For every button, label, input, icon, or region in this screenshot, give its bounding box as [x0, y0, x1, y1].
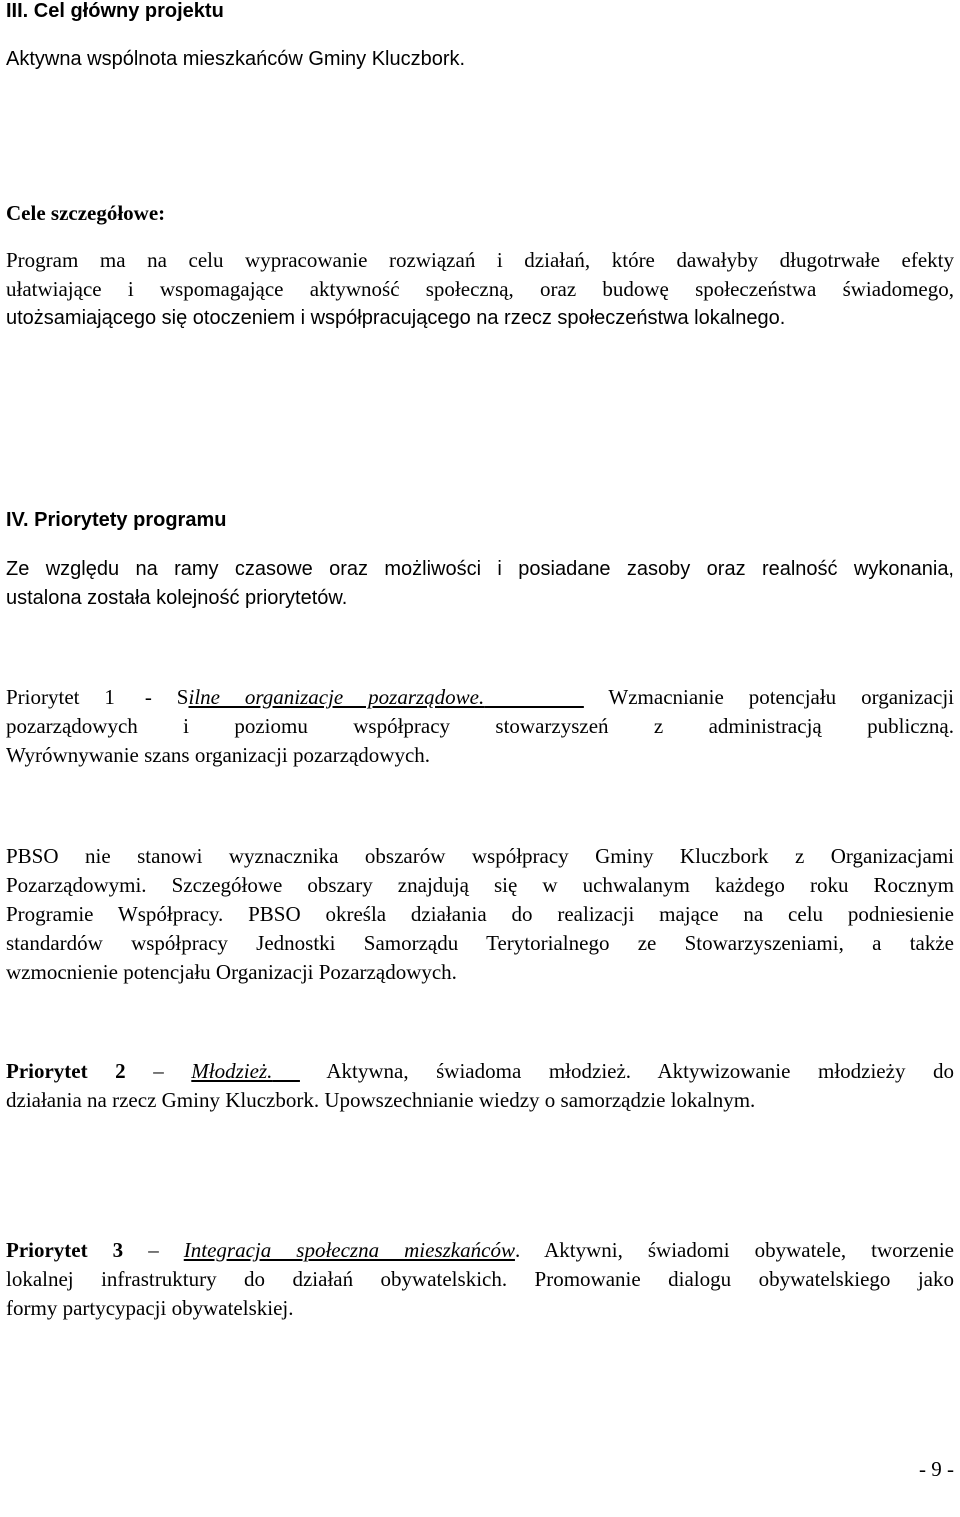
priority-2-title: Młodzież.	[191, 1059, 273, 1083]
priority-2-line-2: działania na rzecz Gminy Kluczbork. Upowszechnianie wiedzy o samorządzie lokalnym.	[6, 1088, 756, 1112]
priorities-intro-line-1: Ze względu na ramy czasowe oraz możliwości i posiadane zasoby oraz realność wykonania,	[6, 558, 954, 580]
pbso-line-3: Programie Współpracy. PBSO określa działania do realizacji mające na celu podniesienie	[6, 902, 954, 926]
priority-1	[6, 683, 954, 770]
detailed-goals-heading: Cele szczegółowe:	[6, 201, 166, 225]
priority-1-line-3: Wyrównywanie szans organizacji pozarządowych.	[6, 743, 431, 767]
priority-2-label: Priorytet 2	[6, 1059, 126, 1083]
priority-2	[6, 1057, 954, 1115]
detailed-goals-line-3: utożsamiającego się otoczeniem i współpracującego na rzecz społeczeństwa lokalnego.	[6, 307, 786, 329]
section-iii-heading: III. Cel główny projektu	[6, 0, 224, 22]
priority-3	[6, 1236, 954, 1323]
priority-3-title: Integracja społeczna mieszkańców	[183, 1238, 515, 1262]
priority-2-line-1	[6, 1057, 954, 1086]
priority-1-label: Priorytet 1	[6, 685, 115, 709]
detailed-goals-line-1: Program ma na celu wypracowanie rozwiązań i działań, które dawałyby długotrwałe efekty	[6, 248, 954, 272]
priority-1-line-1	[6, 683, 954, 712]
pbso-line-5: wzmocnienie potencjału Organizacji Pozarządowych.	[6, 960, 457, 984]
detailed-goals-line-2: ułatwiające i wspomagające aktywność społeczną, oraz budowę społeczeństwa świadomego,	[6, 277, 954, 301]
section-iv-heading: IV. Priorytety programu	[6, 509, 227, 531]
pbso-line-4: standardów współpracy Jednostki Samorządu Terytorialnego ze Stowarzyszeniami, a także	[6, 931, 954, 955]
priority-2-line-1-rest: Aktywna, świadoma młodzież. Aktywizowanie młodzieży do	[326, 1059, 955, 1083]
priorities-intro	[6, 555, 954, 613]
pbso-line-2: Pozarządowymi. Szczegółowe obszary znajdują się w uchwalanym każdego roku Rocznym	[6, 873, 954, 897]
pbso-paragraph	[6, 842, 954, 987]
priority-3-label: Priorytet 3	[6, 1238, 124, 1262]
priority-1-line-2: pozarządowych i poziomu współpracy stowarzyszeń z administracją publiczną.	[6, 714, 954, 738]
priority-1-line-1-rest: Wzmacnianie potencjału organizacji	[608, 685, 954, 709]
priority-3-line-1-rest: . Aktywni, świadomi obywatele, tworzenie	[514, 1238, 954, 1262]
detailed-goals-paragraph	[6, 246, 954, 333]
priority-1-dash: - S	[144, 685, 189, 709]
priority-3-line-2: lokalnej infrastruktury do działań obywatelskich. Promowanie dialogu obywatelskiego jako	[6, 1267, 954, 1291]
priorities-intro-line-2: ustalona została kolejność priorytetów.	[6, 587, 348, 609]
priority-1-title: ilne organizacje pozarządowe.	[188, 685, 485, 709]
main-goal: Aktywna wspólnota mieszkańców Gminy Kluczbork.	[6, 48, 466, 70]
priority-2-dash: –	[153, 1059, 164, 1083]
priority-3-line-1	[6, 1236, 954, 1265]
page-number: - 9 -	[919, 1457, 954, 1481]
pbso-line-1: PBSO nie stanowi wyznacznika obszarów współpracy Gminy Kluczbork z Organizacjami	[6, 844, 954, 868]
priority-3-dash: –	[148, 1238, 159, 1262]
priority-3-line-3: formy partycypacji obywatelskiej.	[6, 1296, 294, 1320]
